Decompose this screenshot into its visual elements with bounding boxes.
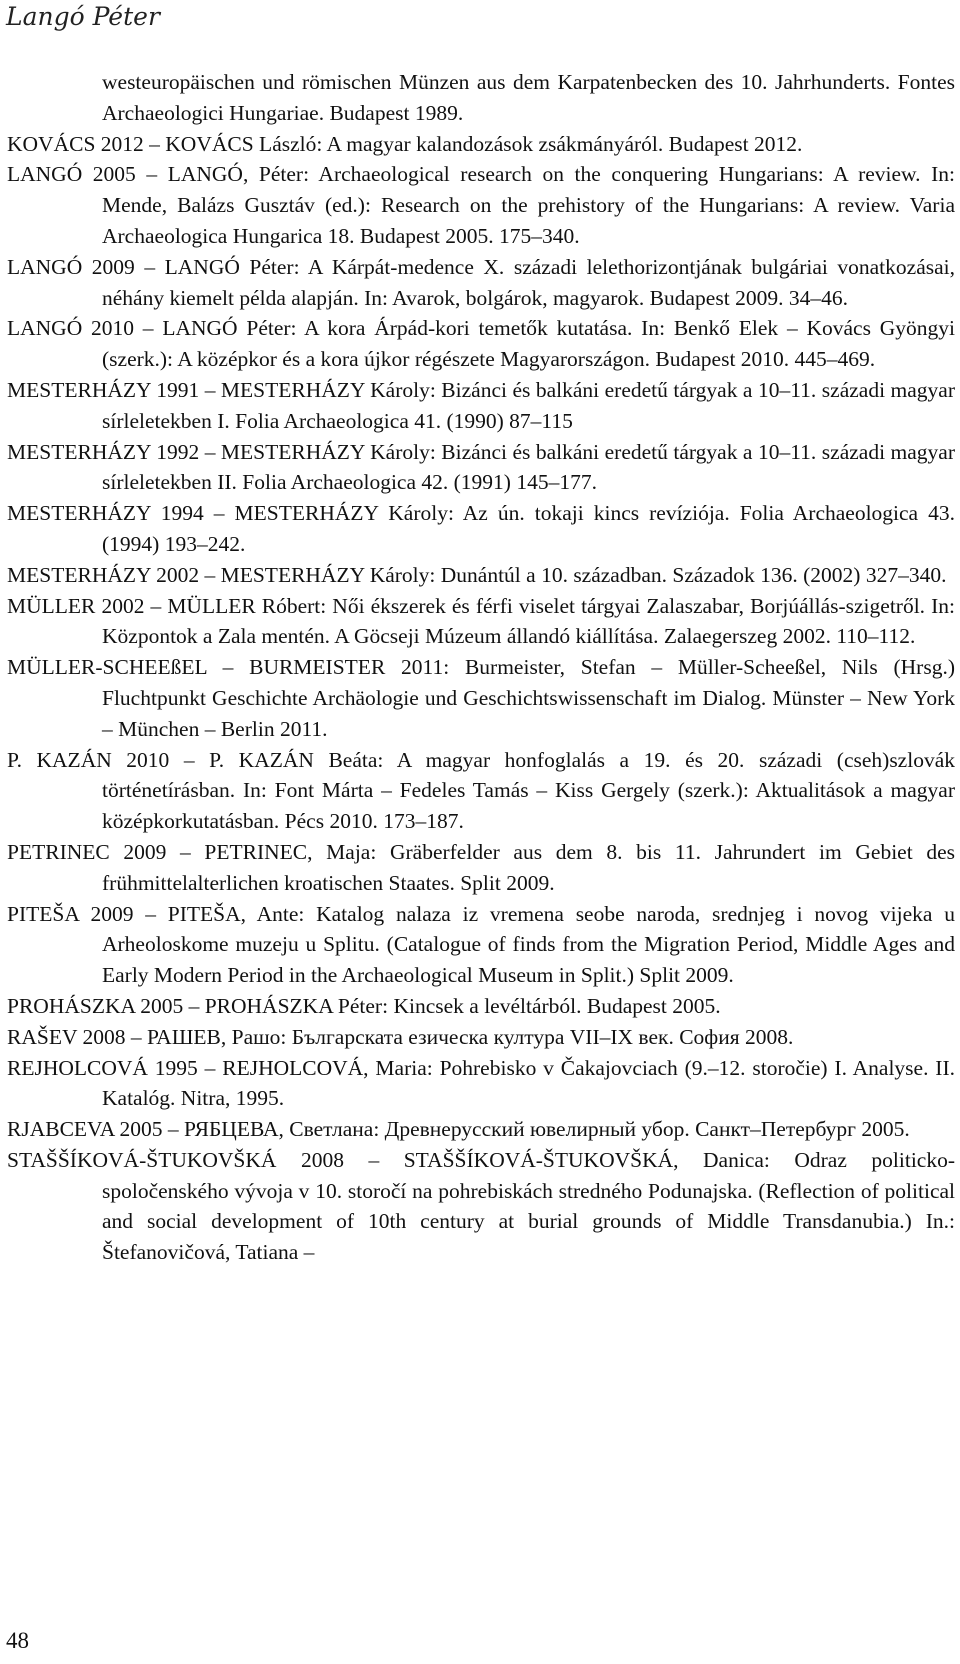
bibliography-entry: STAŠŠÍKOVÁ-ŠTUKOVŠKÁ 2008 – STAŠŠÍKOVÁ-ŠTUKOVŠKÁ, Danica: Odraz politicko-spoločenského vývoja v 10. storočí na pohrebiskách stredného Podunajska. (Reflection of political and social development of 10th century at burial grounds of Middle Transdanubia.) In.: Štefanovičová, Tatiana – bbox=[7, 1147, 955, 1265]
bibliography-entry: RJABCEVA 2005 – РЯБЦЕВА, Светлана: Древнерусский ювелирный убор. Санкт–Петербург 2005. bbox=[7, 1117, 910, 1142]
bibliography-entry: MESTERHÁZY 1994 – MESTERHÁZY Károly: Az ún. tokaji kincs revíziója. Folia Archaeologica 43. (1994) 193–242. bbox=[7, 501, 955, 556]
bibliography-list bbox=[7, 67, 955, 1268]
bibliography-entry: MÜLLER-SCHEEßEL – BURMEISTER 2011: Burmeister, Stefan – Müller-Scheeßel, Nils (Hrsg.) Fluchtpunkt Geschichte Archäologie und Geschichtswissenschaft im Dialog. Münster – New York – München – Berlin 2011. bbox=[7, 655, 955, 741]
bibliography-entry: LANGÓ 2010 – LANGÓ Péter: A kora Árpád-kori temetők kutatása. In: Benkő Elek – Kovács Gyöngyi (szerk.): A középkor és a kora újkor régészete Magyarországon. Budapest 2010. 445–469. bbox=[7, 316, 955, 372]
bibliography-entry: PITEŠA 2009 – PITEŠA, Ante: Katalog nalaza iz vremena seobe naroda, srednjeg i novog vijeka u Arheoloskome muzeju u Splitu. (Catalogue of finds from the Migration Period, Middle Ages and Early Modern Period in the Archaeological Museum in Split.) Split 2009. bbox=[7, 901, 955, 988]
running-head: Langó Péter bbox=[6, 2, 160, 31]
bibliography-entry: MESTERHÁZY 1992 – MESTERHÁZY Károly: Bizánci és balkáni eredetű tárgyak a 10–11. századi magyar sírleletekben II. Folia Archaeologica 42. (1991) 145–177. bbox=[7, 439, 955, 495]
bibliography-entry: LANGÓ 2005 – LANGÓ, Péter: Archaeological research on the conquering Hungarians: A review. In: Mende, Balázs Gusztáv (ed.): Research on the prehistory of the Hungarians: A review. Varia Archaeologica Hungarica 18. Budapest 2005. 175–340. bbox=[7, 162, 955, 248]
bibliography-entry: REJHOLCOVÁ 1995 – REJHOLCOVÁ, Maria: Pohrebisko v Čakajovciach (9.–12. storočie) I. Analyse. II. Katalóg. Nitra, 1995. bbox=[7, 1055, 955, 1111]
bibliography-entry: MÜLLER 2002 – MÜLLER Róbert: Női ékszerek és férfi viselet tárgyai Zalaszabar, Borjúállás-szigetről. In: Központok a Zala mentén. A Göcseji Múzeum állandó kiállítása. Zalaegerszeg 2002. 110–112. bbox=[7, 593, 955, 649]
bibliography-entry: KOVÁCS 2012 – KOVÁCS László: A magyar kalandozások zsákmányáról. Budapest 2012. bbox=[7, 131, 803, 156]
bibliography-entry: MESTERHÁZY 1991 – MESTERHÁZY Károly: Bizánci és balkáni eredetű tárgyak a 10–11. századi magyar sírleletekben I. Folia Archaeologica 41. (1990) 87–115 bbox=[7, 377, 955, 433]
bibliography-entry: LANGÓ 2009 – LANGÓ Péter: A Kárpát-medence X. századi lelethorizontjának bulgáriai vonatkozásai, néhány kiemelt példa alapján. In: Avarok, bolgárok, magyarok. Budapest 2009. 34–46. bbox=[7, 254, 955, 310]
bibliography-entry: PROHÁSZKA 2005 – PROHÁSZKA Péter: Kincsek a levéltárból. Budapest 2005. bbox=[7, 993, 721, 1018]
bibliography-entry: RAŠEV 2008 – РАШЕВ, Рашо: Българската езическа култура VII–IX век. София 2008. bbox=[7, 1024, 794, 1049]
bibliography-entry: P. KAZÁN 2010 – P. KAZÁN Beáta: A magyar honfoglalás a 19. és 20. századi (cseh)szlovák történetírásban. In: Font Márta – Fedeles Tamás – Kiss Gergely (szerk.): Aktualitások a magyar középkorkutatásban. Pécs 2010. 173–187. bbox=[7, 747, 955, 834]
page-number: 48 bbox=[6, 1628, 29, 1653]
bibliography-entry: MESTERHÁZY 2002 – MESTERHÁZY Károly: Dunántúl a 10. században. Századok 136. (2002) 327–340. bbox=[7, 562, 947, 587]
bibliography-entry: westeuropäischen und römischen Münzen aus dem Karpatenbecken des 10. Jahrhunderts. Fontes Archaeologici Hungariae. Budapest 1989. bbox=[102, 70, 955, 125]
bibliography-entry: PETRINEC 2009 – PETRINEC, Maja: Gräberfelder aus dem 8. bis 11. Jahrundert im Gebiet des frühmittelalterlichen kroatischen Staates. Split 2009. bbox=[7, 839, 955, 895]
